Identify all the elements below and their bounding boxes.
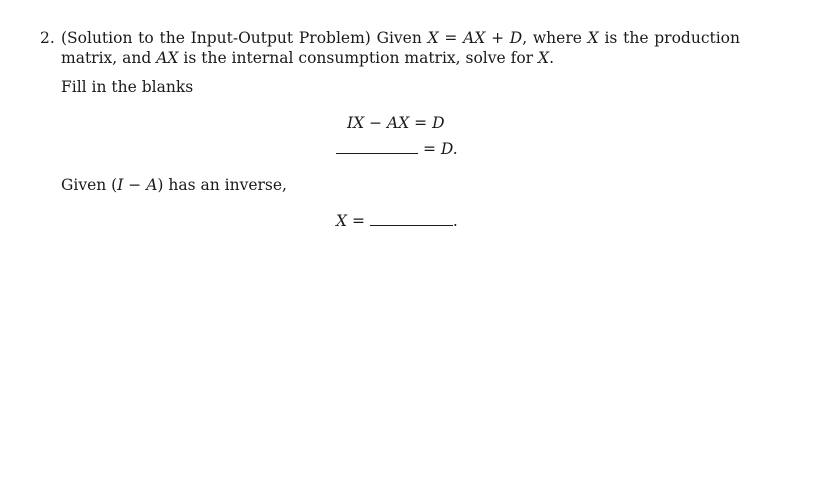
problem-statement (40, 28, 740, 68)
period: . (549, 49, 555, 67)
ax-variable: AX (156, 49, 179, 67)
problem-intro: (Solution to the Input-Output Problem) Given (61, 29, 422, 47)
is-production-text: is the production matrix, and (61, 29, 740, 67)
equation-line-3-prefix: X = (336, 212, 365, 230)
problem-text (61, 28, 740, 68)
blank-field-2[interactable] (370, 211, 453, 226)
blank-field-1[interactable] (336, 139, 418, 154)
x-variable: X (587, 29, 599, 47)
given-suffix: ) has an inverse, (157, 176, 287, 194)
equation-line-2 (336, 139, 458, 158)
instruction-text: Fill in the blanks (61, 78, 194, 96)
given-statement (61, 176, 287, 194)
equation-line-2-suffix: = D. (422, 140, 458, 158)
problem-number: 2. (40, 29, 55, 47)
main-equation: X = AX + D (427, 29, 523, 47)
where-text: , where (522, 29, 582, 47)
given-math: I − A (117, 176, 158, 194)
x-variable-2: X (538, 49, 550, 67)
given-prefix: Given ( (61, 176, 118, 194)
equation-line-1: IX − AX = D (347, 114, 445, 132)
equation-line-3-suffix: . (452, 212, 458, 230)
equation-line-3 (336, 211, 458, 230)
is-internal-text: is the internal consumption matrix, solve for (183, 49, 534, 67)
